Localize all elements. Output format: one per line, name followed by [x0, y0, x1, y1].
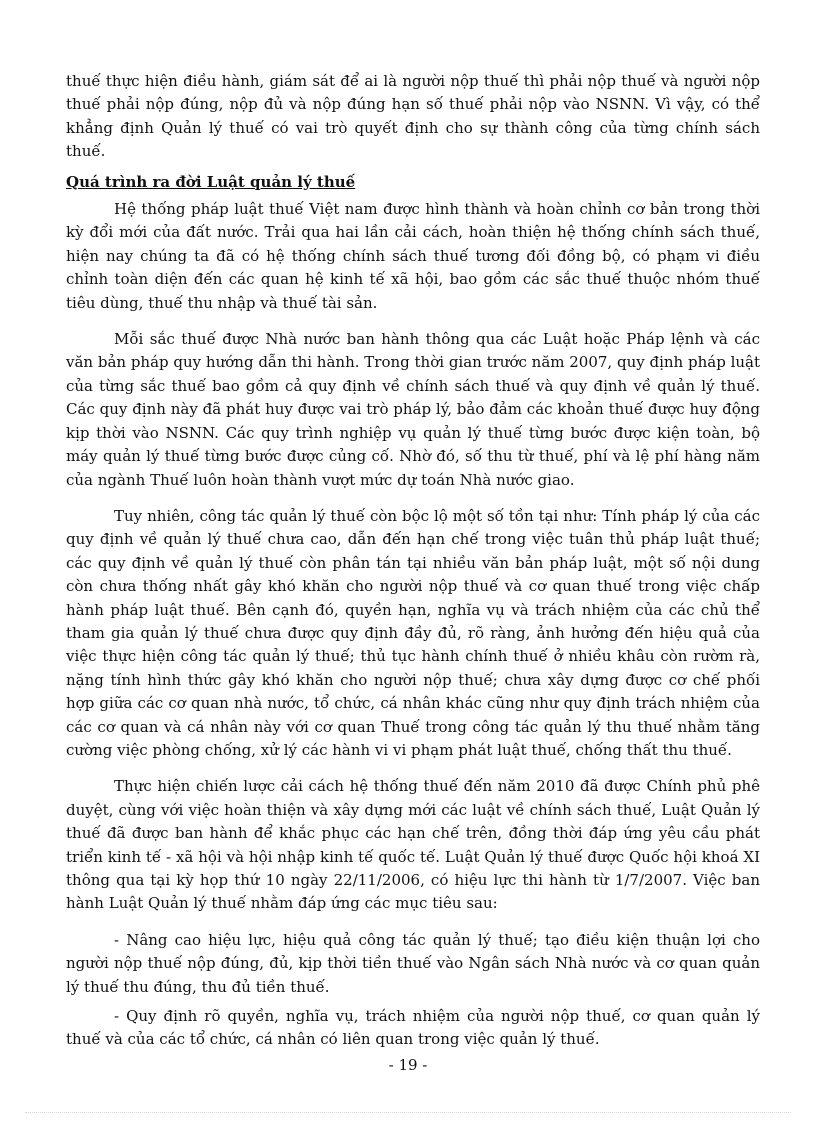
document-body	[66, 70, 760, 1052]
intro-paragraph: thuế thực hiện điều hành, giám sát để ai là người nộp thuế thì phải nộp thuế và người nộp thuế phải nộp đúng, nộp đủ và nộp đúng hạn số thuế phải nộp vào NSNN. Vì vậy, có thể khẳng định Quản lý thuế có vai trò quyết định cho sự thành công của từng chính sách thuế.	[66, 72, 760, 161]
bullet-item-1: - Nâng cao hiệu lực, hiệu quả công tác quản lý thuế; tạo điều kiện thuận lợi cho người nộp thuế nộp đúng, đủ, kịp thời tiền thuế vào Ngân sách Nhà nước và cơ quan quản lý thuế thu đúng, thu đủ tiền thuế.	[66, 930, 760, 996]
section-heading: Quá trình ra đời Luật quản lý thuế	[66, 172, 356, 191]
paragraph-2: Mỗi sắc thuế được Nhà nước ban hành thông qua các Luật hoặc Pháp lệnh và các văn bản pháp quy hướng dẫn thi hành. Trong thời gian trước năm 2007, quy định pháp luật của từng sắc thuế bao gồm cả quy định về chính sách thuế và quy định về quản lý thuế. Các quy định này đã phát huy được vai trò pháp lý, bảo đảm các khoản thuế được huy động kịp thời vào NSNN. Các quy trình nghiệp vụ quản lý thuế từng bước được kiện toàn, bộ máy quản lý thuế từng bước được củng cố. Nhờ đó, số thu từ thuế, phí và lệ phí hàng năm của ngành Thuế luôn hoàn thành vượt mức dự toán Nhà nước giao.	[66, 330, 760, 489]
paragraph-1: Hệ thống pháp luật thuế Việt nam được hình thành và hoàn chỉnh cơ bản trong thời kỳ đổi mới của đất nước. Trải qua hai lần cải cách, hoàn thiện hệ thống chính sách thuế, hiện nay chúng ta đã có hệ thống chính sách thuế tương đối đồng bộ, có phạm vi điều chỉnh toàn diện đến các quan hệ kinh tế xã hội, bao gồm các sắc thuế thuộc nhóm thuế tiêu dùng, thuế thu nhập và thuế tài sản.	[66, 200, 760, 312]
bullet-item-2: - Quy định rõ quyền, nghĩa vụ, trách nhiệm của người nộp thuế, cơ quan quản lý thuế và của các tổ chức, cá nhân có liên quan trong việc quản lý thuế.	[66, 1007, 760, 1049]
paragraph-3: Tuy nhiên, công tác quản lý thuế còn bộc lộ một số tồn tại như: Tính pháp lý của các quy định về quản lý thuế chưa cao, dẫn đến hạn chế trong việc tuân thủ pháp luật thuế; các quy định về quản lý thuế còn phân tán tại nhiều văn bản pháp luật, một số nội dung còn chưa thống nhất gây khó khăn cho người nộp thuế và cơ quan thuế trong việc chấp hành pháp luật thuế. Bên cạnh đó, quyền hạn, nghĩa vụ và trách nhiệm của các chủ thể tham gia quản lý thuế chưa được quy định đầy đủ, rõ ràng, ảnh hưởng đến hiệu quả của việc thực hiện công tác quản lý thuế; thủ tục hành chính thuế ở nhiều khâu còn rườm rà, nặng tính hình thức gây khó khăn cho người nộp thuế; chưa xây dựng được cơ chế phối hợp giữa các cơ quan nhà nước, tổ chức, cá nhân khác cũng như quy định trách nhiệm của các cơ quan và cá nhân này với cơ quan Thuế trong công tác quản lý thu thuế nhằm tăng cường việc phòng chống, xử lý các hành vi vi phạm phát luật thuế, chống thất thu thuế.	[66, 506, 760, 759]
page-bottom-divider	[25, 1112, 791, 1113]
page-number: - 19 -	[388, 1056, 428, 1074]
paragraph-4: Thực hiện chiến lược cải cách hệ thống thuế đến năm 2010 đã được Chính phủ phê duyệt, cùng với việc hoàn thiện và xây dựng mới các luật về chính sách thuế, Luật Quản lý thuế đã được ban hành để khắc phục các hạn chế trên, đồng thời đáp ứng yêu cầu phát triển kinh tế - xã hội và hội nhập kinh tế quốc tế. Luật Quản lý thuế được Quốc hội khoá XI thông qua tại kỳ họp thứ 10 ngày 22/11/2006, có hiệu lực thi hành từ 1/7/2007. Việc ban hành Luật Quản lý thuế nhằm đáp ứng các mục tiêu sau:	[66, 777, 760, 913]
